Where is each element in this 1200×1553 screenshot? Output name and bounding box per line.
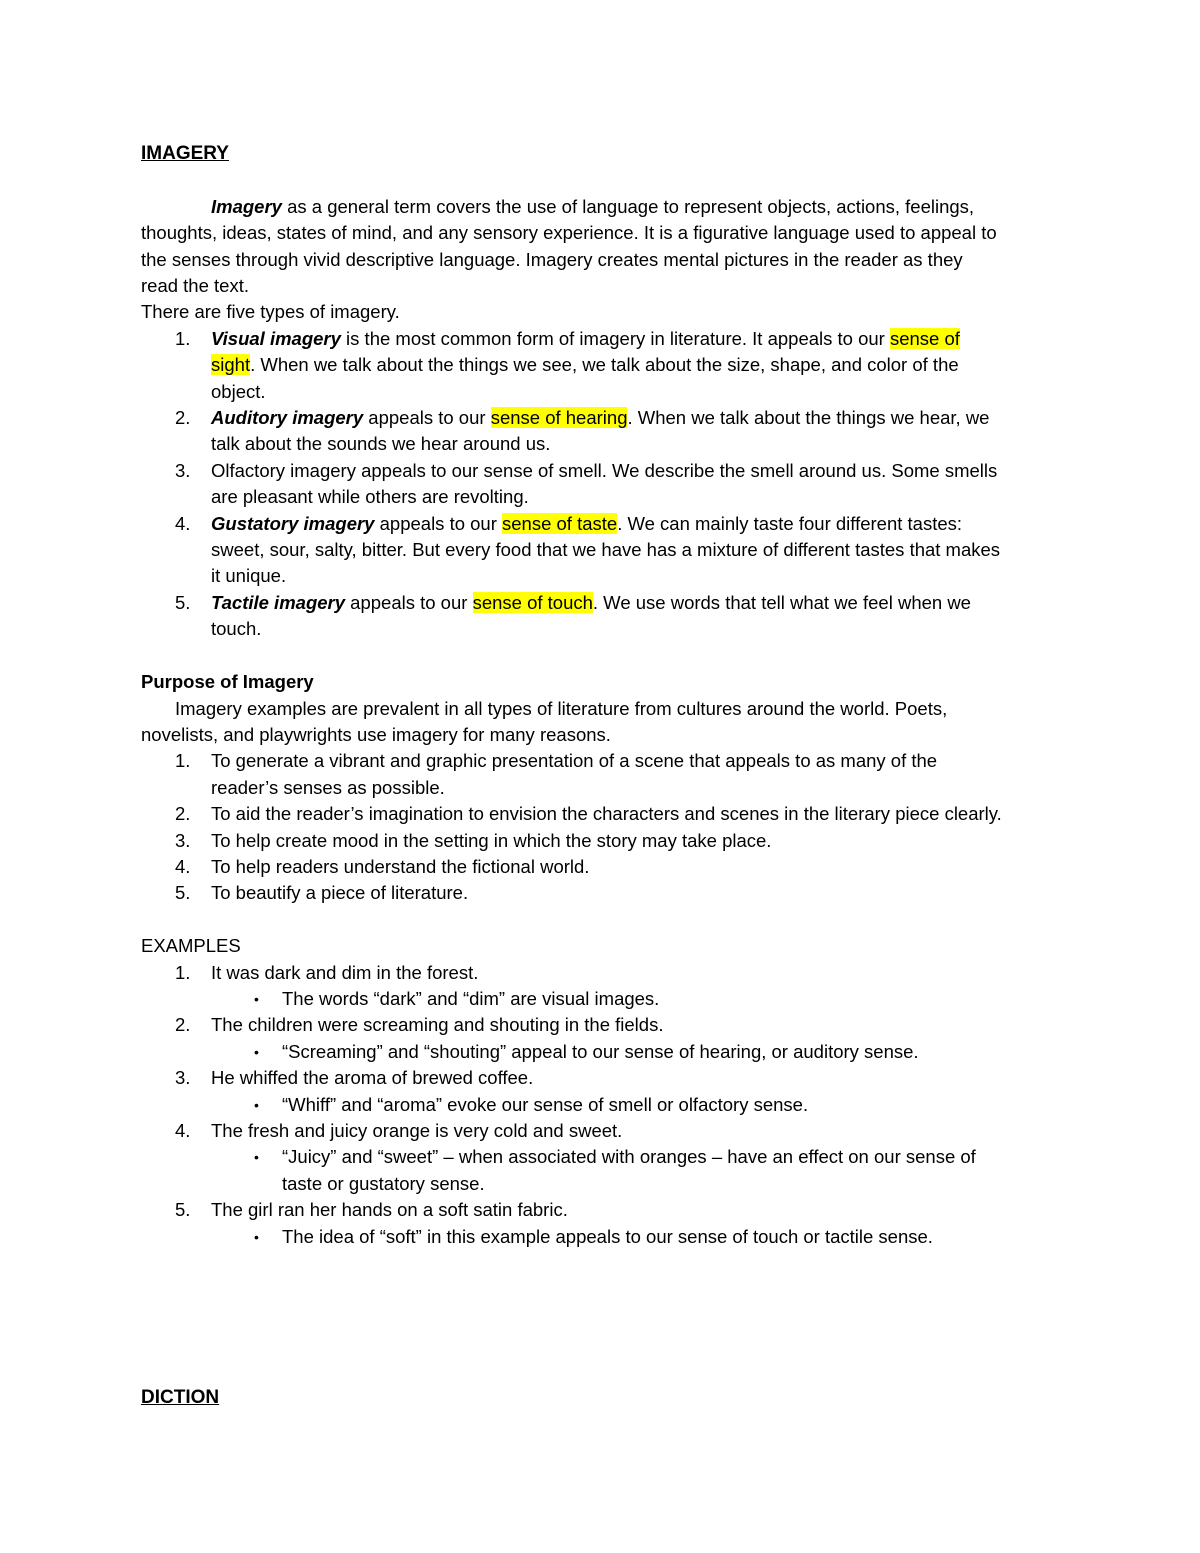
list-item: • The idea of “soft” in this example appeals to our sense of touch or tactile sense. xyxy=(141,1224,1066,1250)
list-item: 1. Visual imagery is the most common form of imagery in literature. It appeals to our sense of sight. When we talk about the things we see, we talk about the size, shape, and color of the object. xyxy=(175,327,960,402)
purpose-para-line-2: novelists, and playwrights use imagery for many reasons. xyxy=(141,723,611,745)
list-item: 5. The girl ran her hands on a soft satin fabric. xyxy=(175,1199,568,1221)
list-item: 1. To generate a vibrant and graphic presentation of a scene that appeals to as many of the reader’s senses as possible. xyxy=(175,750,938,798)
imagery-types-list xyxy=(141,326,1066,643)
examples-list xyxy=(141,960,1066,986)
list-item: • The words “dark” and “dim” are visual images. xyxy=(141,986,1066,1012)
purpose-para-line-1: Imagery examples are prevalent in all types of literature from cultures around the world. Poets, xyxy=(175,697,948,719)
intro-line-5: There are five types of imagery. xyxy=(141,301,400,323)
list-item: 3. He whiffed the aroma of brewed coffee. xyxy=(175,1067,534,1089)
bullet-icon: • xyxy=(254,1096,259,1113)
list-item: 1. It was dark and dim in the forest. xyxy=(175,961,479,983)
list-item: 2. Auditory imagery appeals to our sense of hearing. When we talk about the things we hear, we talk about the sounds we hear around us. xyxy=(175,407,990,455)
purpose-heading: Purpose of Imagery xyxy=(141,671,314,693)
section-title-imagery: IMAGERY xyxy=(141,143,229,164)
intro-line-2: thoughts, ideas, states of mind, and any sensory experience. It is a figurative language used to appeal to xyxy=(141,222,997,244)
list-item: 2. The children were screaming and shouting in the fields. xyxy=(175,1014,664,1036)
list-item: • “Whiff” and “aroma” evoke our sense of smell or olfactory sense. xyxy=(141,1092,1066,1118)
highlight: sense of touch xyxy=(472,591,593,613)
list-item: 2. To aid the reader’s imagination to envision the characters and scenes in the literary piece clearly. xyxy=(175,803,1002,825)
bullet-icon: • xyxy=(254,1149,259,1166)
bullet-icon: • xyxy=(254,1228,259,1245)
list-item: • “Screaming” and “shouting” appeal to our sense of hearing, or auditory sense. xyxy=(141,1039,1066,1065)
examples-list xyxy=(141,1065,1066,1091)
purpose-list xyxy=(141,748,1066,906)
examples-list xyxy=(141,1012,1066,1038)
intro-line-4: read the text. xyxy=(141,275,249,297)
highlight: sense of hearing xyxy=(490,407,628,429)
highlight: sense of xyxy=(889,327,960,349)
list-item: 4. To help readers understand the fictional world. xyxy=(175,855,590,877)
section-title-diction: DICTION xyxy=(141,1387,220,1408)
bullet-icon: • xyxy=(254,1043,259,1060)
list-item: 4. The fresh and juicy orange is very cold and sweet. xyxy=(175,1119,623,1141)
example-bullets xyxy=(141,1144,1066,1197)
list-item: 3. Olfactory imagery appeals to our sense of smell. We describe the smell around us. Some smells are pleasant while others are revolting. xyxy=(175,459,998,508)
bullet-icon: • xyxy=(254,990,259,1007)
list-item: • “Juicy” and “sweet” – when associated with oranges – have an effect on our sense of taste or gustatory sense. xyxy=(254,1146,976,1194)
examples-list xyxy=(141,1197,1066,1223)
list-item: 5. Tactile imagery appeals to our sense of touch. We use words that tell what we feel when we touch. xyxy=(175,591,971,640)
intro-line-3: the senses through vivid descriptive language. Imagery creates mental pictures in the reader as they xyxy=(141,248,963,270)
list-item: 4. Gustatory imagery appeals to our sense of taste. We can mainly taste four different tastes: sweet, sour, salty, bitter. But every food that we have has a mixture of different tastes that makes it unique. xyxy=(175,512,1001,587)
list-item: 3. To help create mood in the setting in which the story may take place. xyxy=(175,829,772,851)
highlight: sight xyxy=(211,354,251,376)
highlight: sense of taste xyxy=(502,512,618,534)
example-bullets xyxy=(141,1224,1066,1250)
example-bullets xyxy=(141,1092,1066,1118)
examples-heading: EXAMPLES xyxy=(141,935,241,957)
example-bullets xyxy=(141,1039,1066,1065)
intro-term: Imagery xyxy=(211,195,282,217)
document-page xyxy=(141,141,1066,1250)
intro-line-1: Imagery as a general term covers the use of language to represent objects, actions, feelings, xyxy=(211,195,975,217)
examples-list xyxy=(141,1118,1066,1144)
list-item: 5. To beautify a piece of literature. xyxy=(175,882,469,904)
example-bullets xyxy=(141,986,1066,1012)
